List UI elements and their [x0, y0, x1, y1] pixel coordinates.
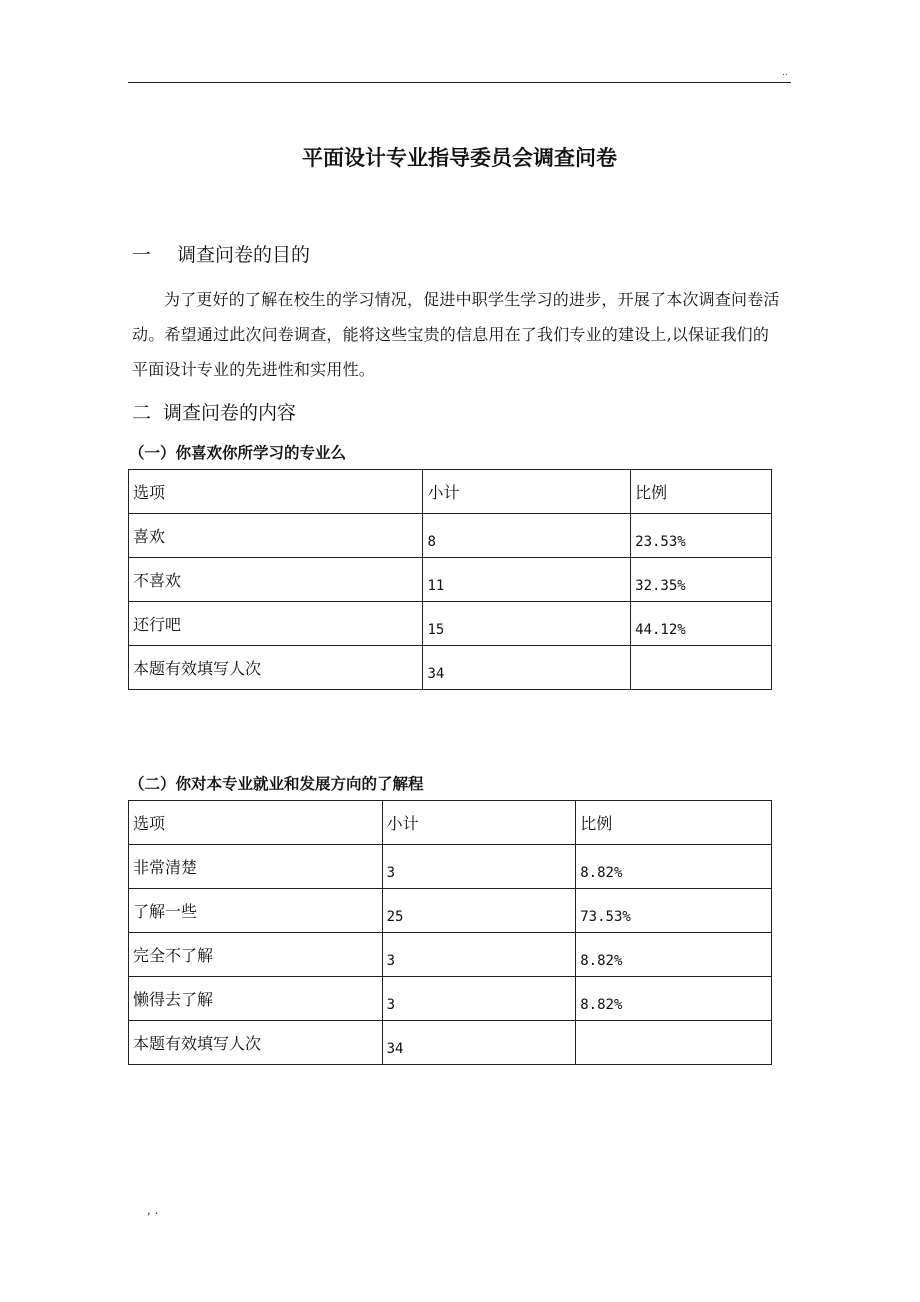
question-2-title: （二）你对本专业就业和发展方向的了解程: [129, 775, 424, 793]
section-heading-content: [132, 398, 296, 425]
footer-mark: , .: [147, 1203, 159, 1217]
percent-cell: 8.82%: [576, 977, 772, 1021]
option-cell: 了解一些: [129, 889, 383, 933]
percent-cell: 73.53%: [576, 889, 772, 933]
percent-cell: 8.82%: [576, 933, 772, 977]
table-row: [129, 977, 772, 1021]
question-2-table: [128, 800, 772, 1065]
header-cell: 选项: [129, 470, 423, 514]
table-row-total: [129, 646, 772, 690]
option-cell: 本题有效填写人次: [129, 646, 423, 690]
option-cell: 非常清楚: [129, 845, 383, 889]
purpose-paragraph: 为了更好的了解在校生的学习情况，促进中职学生学习的进步，开展了本次调查问卷活动。希望通过此次问卷调查，能将这些宝贵的信息用在了我们专业的建设上,以保证我们的平面设计专业的先进性和实用性。: [132, 290, 780, 379]
header-cell: 小计: [382, 801, 576, 845]
section-number: 二: [132, 402, 152, 424]
option-cell: 不喜欢: [129, 558, 423, 602]
table-header-row: [129, 470, 772, 514]
percent-cell: 23.53%: [631, 514, 772, 558]
document-title: 平面设计专业指导委员会调查问卷: [302, 146, 617, 170]
count-cell: 8: [423, 514, 631, 558]
count-cell: 34: [423, 646, 631, 690]
option-cell: 喜欢: [129, 514, 423, 558]
percent-cell: 32.35%: [631, 558, 772, 602]
section-title: 调查问卷的目的: [177, 244, 311, 266]
count-cell: 11: [423, 558, 631, 602]
count-cell: 3: [382, 933, 576, 977]
percent-cell: 44.12%: [631, 602, 772, 646]
table-row: [129, 602, 772, 646]
header-cell: 比例: [631, 470, 772, 514]
option-cell: 本题有效填写人次: [129, 1021, 383, 1065]
header-mark: ..: [782, 68, 788, 78]
option-cell: 懒得去了解: [129, 977, 383, 1021]
header-rule: [128, 82, 791, 83]
count-cell: 34: [382, 1021, 576, 1065]
section-heading-purpose: [132, 240, 310, 267]
percent-cell: 8.82%: [576, 845, 772, 889]
table-header-row: [129, 801, 772, 845]
option-cell: 完全不了解: [129, 933, 383, 977]
count-cell: 3: [382, 977, 576, 1021]
table-row: [129, 558, 772, 602]
header-cell: 小计: [423, 470, 631, 514]
section-title: 调查问卷的内容: [163, 402, 297, 424]
percent-cell: [576, 1021, 772, 1065]
table-row: [129, 514, 772, 558]
header-cell: 选项: [129, 801, 383, 845]
percent-cell: [631, 646, 772, 690]
table-row: [129, 933, 772, 977]
table-row-total: [129, 1021, 772, 1065]
section-number: 一: [132, 244, 152, 266]
count-cell: 25: [382, 889, 576, 933]
count-cell: 3: [382, 845, 576, 889]
table-row: [129, 889, 772, 933]
question-1-table: [128, 469, 772, 690]
option-cell: 还行吧: [129, 602, 423, 646]
header-cell: 比例: [576, 801, 772, 845]
question-1-title: （一）你喜欢你所学习的专业么: [129, 444, 347, 462]
count-cell: 15: [423, 602, 631, 646]
table-row: [129, 845, 772, 889]
